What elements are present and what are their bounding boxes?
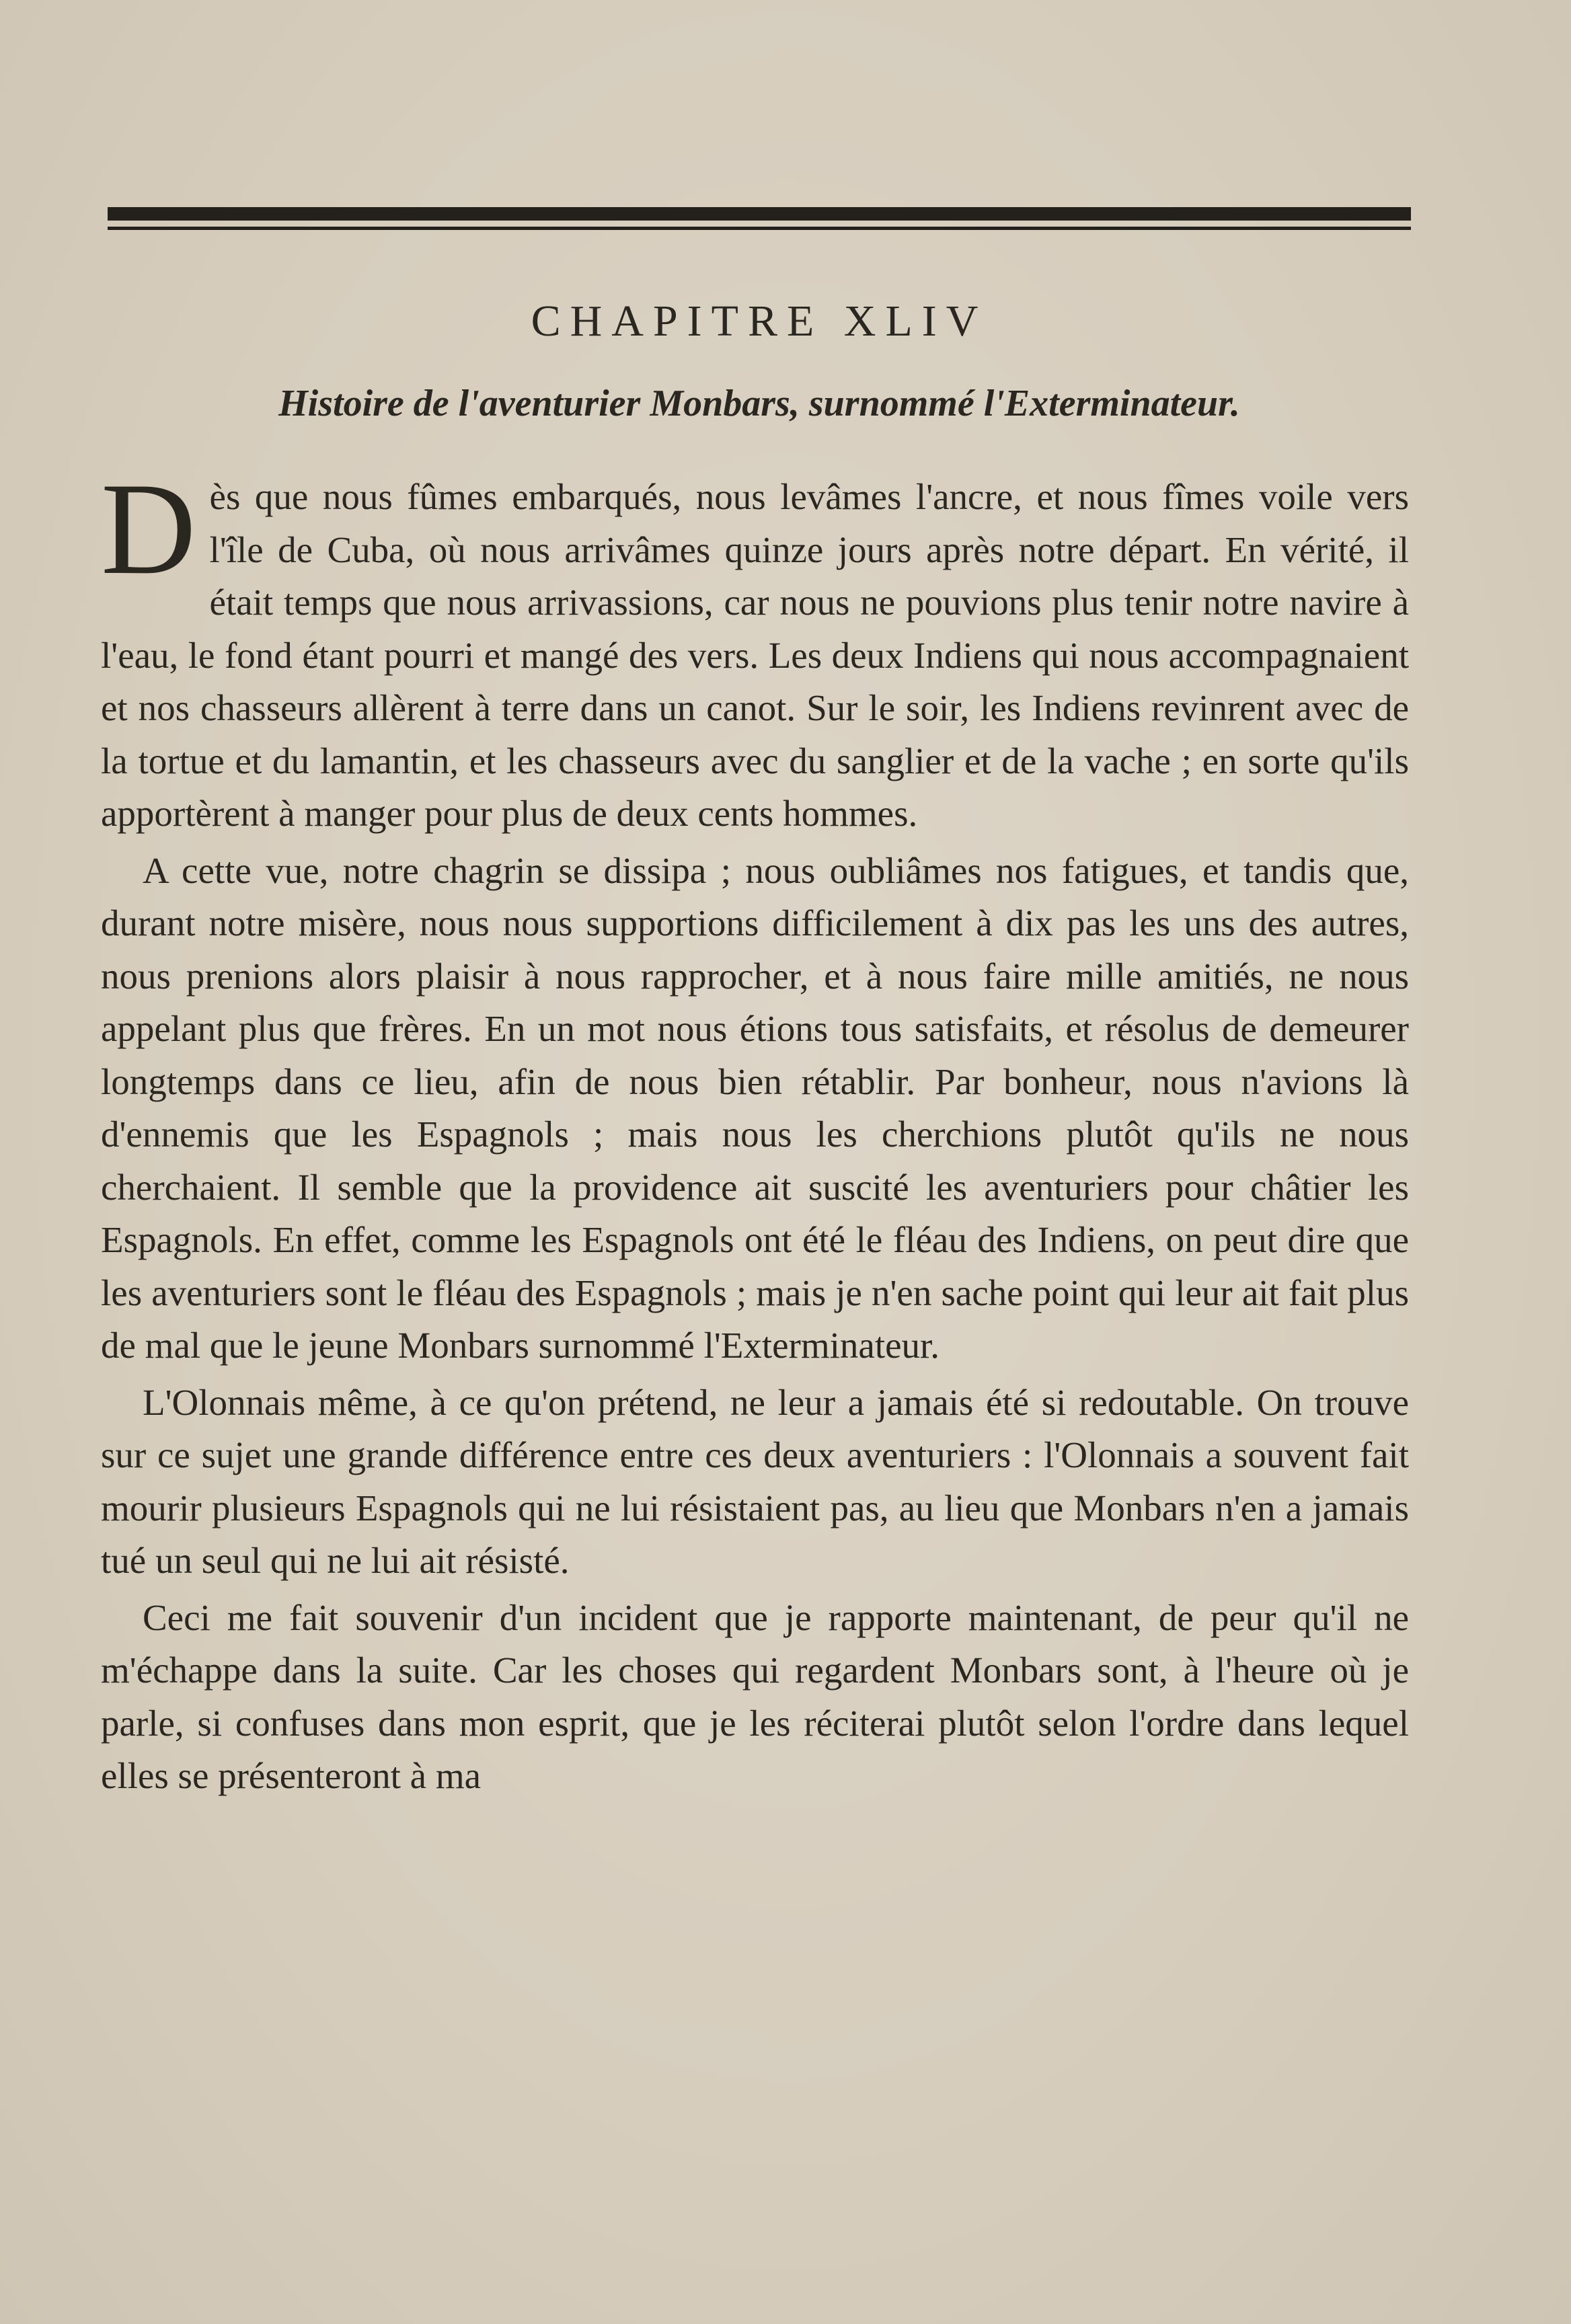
header-rule-thick	[108, 207, 1411, 221]
paragraph-4: Ceci me fait souvenir d'un incident que je rapporte maintenant, de peur qu'il ne m'échappe dans la suite. Car les choses qui regardent Monbars sont, à l'heure où je parle, si confuses dans mon esprit, que je les réciterai plutôt selon l'ordre dans lequel elles se présenteront à ma	[101, 1596, 1409, 1796]
chapter-subtitle: Histoire de l'aventurier Monbars, surnommé l'Exterminateur.	[278, 383, 1240, 424]
paragraph-1-text: ès que nous fûmes embarqués, nous levâmes l'ancre, et nous fîmes voile vers l'île de Cuba, où nous arrivâmes quinze jours après notre départ. En vérité, il était temps que nous arrivassions, car nous ne pouvions plus tenir notre navire à l'eau, le fond étant pourri et mangé des vers. Les deux Indiens qui nous accompagnaient et nos chasseurs allèrent à terre dans un canot. Sur le soir, les Indiens revinrent avec de la tortue et du lamantin, et les chasseurs avec du sanglier et de la vache ; en sorte qu'ils apportèrent à manger pour plus de deux cents hommes.	[101, 476, 1409, 834]
chapter-body	[101, 456, 1409, 1803]
drop-cap: D	[101, 456, 196, 602]
chapter-title: CHAPITRE XLIV	[531, 297, 988, 346]
paragraph-1	[101, 456, 1409, 841]
paragraph-3: L'Olonnais même, à ce qu'on prétend, ne leur a jamais été si redoutable. On trouve sur ce sujet une grande différence entre ces deux aventuriers : l'Olonnais a souvent fait mourir plusieurs Espagnols qui ne lui résistaient pas, au lieu que Monbars n'en a jamais tué un seul qui ne lui ait résisté.	[101, 1381, 1409, 1581]
paragraph-2: A cette vue, notre chagrin se dissipa ; nous oubliâmes nos fatigues, et tandis que, durant notre misère, nous nous supportions difficilement à dix pas les uns des autres, nous prenions alors plaisir à nous rapprocher, et à nous faire mille amitiés, ne nous appelant plus que frères. En un mot nous étions tous satisfaits, et résolus de demeurer longtemps dans ce lieu, afin de nous bien rétablir. Par bonheur, nous n'avions là d'ennemis que les Espagnols ; mais nous les cherchions plutôt qu'ils ne nous cherchaient. Il semble que la providence ait suscité les aventuriers pour châtier les Espagnols. En effet, comme les Espagnols ont été le fléau des Indiens, on peut dire que les aventuriers sont le fléau des Espagnols ; mais je n'en sache point qui leur ait fait plus de mal que le jeune Monbars surnommé l'Exterminateur.	[101, 849, 1409, 1366]
header-rule-thin	[108, 227, 1411, 230]
